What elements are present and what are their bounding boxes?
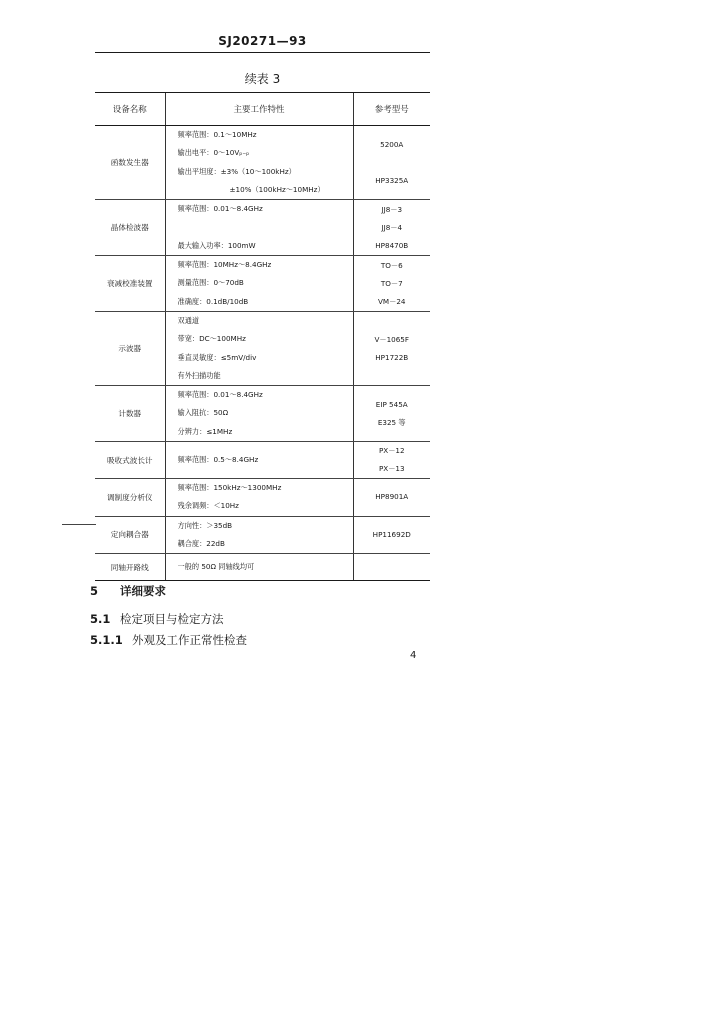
table-row	[95, 516, 430, 554]
model-line: 5200A	[380, 139, 404, 149]
feature-list	[165, 311, 353, 385]
table-header-row	[95, 93, 430, 126]
section-number: 5.1.1	[90, 633, 123, 647]
feature-line: 频率范围：0.01～8.4GHz	[177, 390, 263, 400]
reference-model	[353, 442, 430, 479]
feature-line: 频率范围：0.01～8.4GHz	[177, 204, 263, 214]
feature-list	[165, 386, 353, 442]
model-line	[354, 154, 431, 172]
feature-line: 耦合度：22dB	[177, 538, 225, 548]
reference-model	[353, 386, 430, 442]
table-row	[95, 554, 430, 581]
table-row	[95, 442, 430, 479]
feature-line: 分辨力：≤1MHz	[177, 426, 233, 436]
section-title: 检定项目与检定方法	[120, 612, 224, 626]
section-number: 5.1	[90, 612, 111, 626]
reference-model	[353, 311, 430, 385]
model-line: V－1065F	[374, 334, 410, 344]
table-row	[95, 256, 430, 312]
feature-line: 残余调频：＜10Hz	[177, 501, 239, 511]
reference-model	[353, 256, 430, 312]
document-code: SJ20271—93	[218, 34, 307, 48]
feature-list	[165, 126, 353, 200]
feature-line: 垂直灵敏度：≤5mV/div	[177, 352, 257, 362]
model-line: HP3325A	[375, 175, 409, 185]
feature-line	[178, 218, 353, 236]
section-number: 5	[90, 584, 99, 598]
model-line: VM－24	[378, 296, 406, 306]
model-line: JJ8－4	[381, 222, 403, 232]
model-line: HP1722B	[375, 352, 409, 362]
model-line: TO－7	[380, 278, 403, 288]
model-line	[354, 558, 431, 576]
feature-line: 频率范围：0.1～10MHz	[177, 130, 257, 139]
table-row	[95, 126, 430, 200]
feature-line: 最大输入功率：100mW	[177, 240, 256, 250]
equipment-name: 调制度分析仪	[95, 479, 165, 517]
feature-line: 准确度：0.1dB/10dB	[177, 296, 249, 306]
reference-model	[353, 200, 430, 256]
feature-line: 频率范围：150kHz～1300MHz	[177, 483, 282, 493]
equipment-name: 函数发生器	[95, 126, 165, 200]
section-heading-5	[90, 583, 166, 599]
margin-mark	[62, 524, 96, 525]
table-title: 续表 3	[244, 72, 281, 86]
equipment-name: 吸收式波长计	[95, 442, 165, 479]
model-line: EIP 545A	[375, 399, 408, 409]
feature-line: 输入阻抗：50Ω	[177, 408, 229, 418]
feature-line: 测量范围：0～70dB	[177, 278, 244, 288]
header-rule	[95, 52, 430, 53]
feature-line: 输出电平：0～10Vₚ₋ₚ	[177, 148, 250, 158]
feature-line: 方向性：＞35dB	[177, 520, 233, 530]
model-line: TO－6	[380, 260, 403, 270]
section-title: 外观及工作正常性检查	[132, 633, 247, 647]
equipment-name: 晶体检波器	[95, 200, 165, 256]
feature-line: 输出平坦度：±3%（10～100kHz）	[177, 166, 296, 176]
feature-line: 带宽：DC～100MHz	[177, 334, 246, 344]
model-line: HP8470B	[375, 240, 409, 250]
reference-model	[353, 516, 430, 554]
section-heading-5-1	[90, 611, 224, 627]
equipment-name: 同轴开路线	[95, 554, 165, 581]
column-header-name: 设备名称	[95, 93, 165, 126]
feature-list	[165, 479, 353, 517]
feature-line: 有外扫描功能	[177, 370, 221, 380]
equipment-table	[95, 92, 430, 581]
model-line: E325 等	[377, 417, 406, 427]
column-header-features: 主要工作特性	[165, 93, 353, 126]
feature-line: 双通道	[177, 315, 200, 325]
equipment-name: 衰减校准装置	[95, 256, 165, 312]
page-number: 4	[410, 650, 417, 661]
reference-model	[353, 554, 430, 581]
equipment-name: 定向耦合器	[95, 516, 165, 554]
feature-line: 一般的 50Ω 同轴线均可	[177, 562, 255, 572]
model-line: HP11692D	[372, 529, 411, 539]
column-header-model: 参考型号	[353, 93, 430, 126]
feature-line: 频率范围：0.5～8.4GHz	[177, 454, 259, 464]
feature-list	[165, 442, 353, 479]
model-line: JJ8－3	[381, 204, 403, 214]
table-row	[95, 311, 430, 385]
section-title: 详细要求	[120, 584, 166, 598]
reference-model	[353, 126, 430, 200]
reference-model	[353, 479, 430, 517]
model-line: PX－13	[378, 464, 405, 474]
feature-list	[165, 200, 353, 256]
feature-line: ±10%（100kHz～10MHz）	[229, 184, 325, 194]
model-line: HP8901A	[375, 492, 409, 502]
section-heading-5-1-1	[90, 632, 247, 648]
table-row	[95, 200, 430, 256]
equipment-name: 示波器	[95, 311, 165, 385]
equipment-name: 计数器	[95, 386, 165, 442]
feature-list	[165, 554, 353, 581]
feature-list	[165, 256, 353, 312]
feature-list	[165, 516, 353, 554]
table-row	[95, 479, 430, 517]
model-line: PX－12	[378, 446, 405, 456]
feature-line: 频率范围：10MHz～8.4GHz	[177, 260, 272, 270]
table-row	[95, 386, 430, 442]
